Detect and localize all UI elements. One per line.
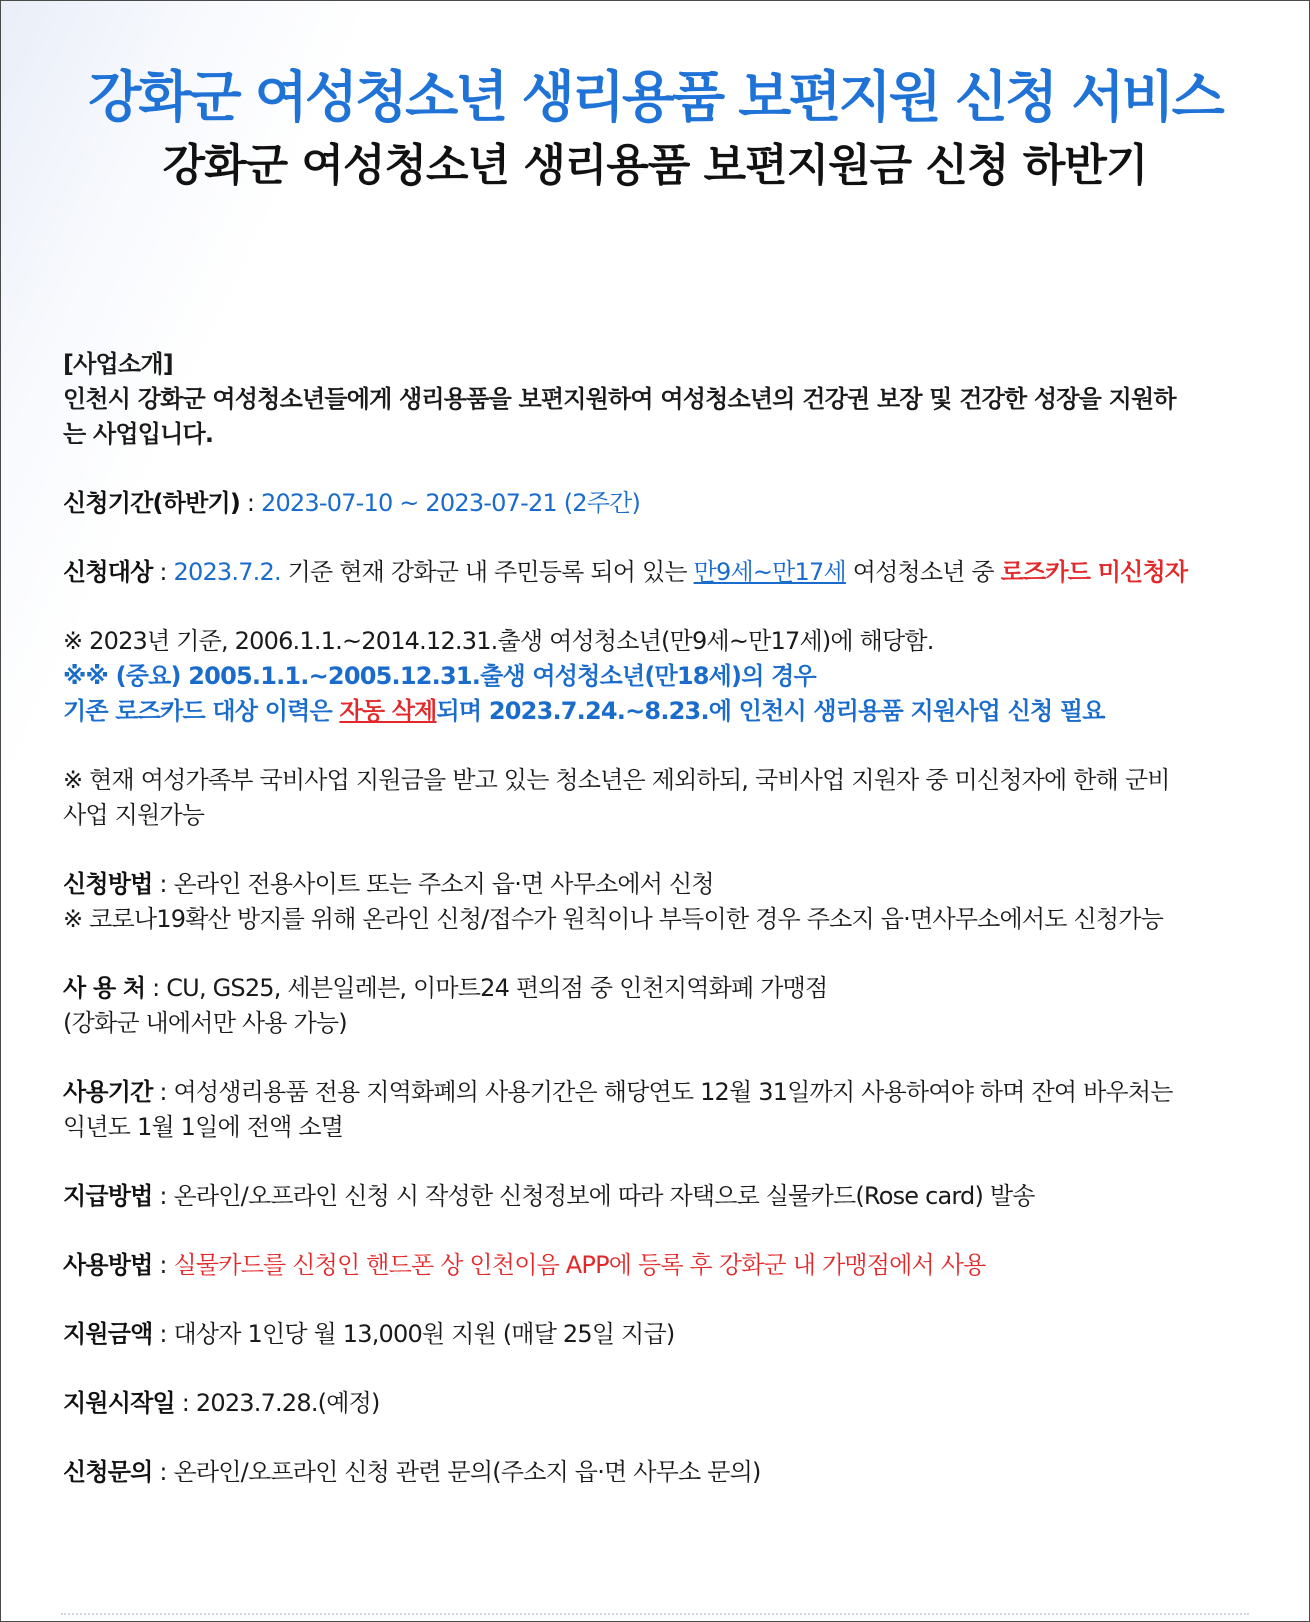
note-3: ※ 현재 여성가족부 국비사업 지원금을 받고 있는 청소년은 제외하되, 국비사업 지원자 중 미신청자에 한해 군비 사업 지원가능	[63, 766, 1170, 829]
usage-place-label: 사 용 처	[63, 974, 146, 1002]
content-body	[63, 347, 1193, 1490]
payment-method-label: 지급방법	[63, 1182, 153, 1210]
usage-place-separator: :	[145, 974, 167, 1002]
period-row	[63, 486, 1193, 521]
usage-period-row	[63, 1075, 1193, 1145]
target-age-range: 만9세~만17세	[693, 558, 846, 586]
method-separator: :	[152, 870, 174, 898]
amount-separator: :	[152, 1320, 174, 1348]
usage-method-label: 사용방법	[63, 1251, 153, 1279]
payment-method-row	[63, 1179, 1193, 1214]
period-separator: :	[240, 489, 261, 517]
usage-period-label: 사용기간	[63, 1078, 153, 1106]
amount-label: 지원금액	[63, 1320, 153, 1348]
usage-place-note: (강화군 내에서만 사용 가능)	[63, 1009, 347, 1037]
bottom-divider	[61, 1613, 1249, 1615]
inquiry-value: 온라인/오프라인 신청 관련 문의(주소지 읍·면 사무소 문의)	[173, 1458, 761, 1486]
intro-body: 인천시 강화군 여성청소년들에게 생리용품을 보편지원하여 여성청소년의 건강권 보장 및 건강한 성장을 지원하는 사업입니다.	[63, 385, 1176, 448]
method-row	[63, 867, 1193, 902]
usage-method-value: 실물카드를 신청인 핸드폰 상 인천이음 APP에 등록 후 강화군 내 가맹점에서 사용	[173, 1251, 986, 1279]
payment-method-value: 온라인/오프라인 신청 시 작성한 신청정보에 따라 자택으로 실물카드(Rose card) 발송	[173, 1182, 1035, 1210]
intro-heading: [사업소개]	[63, 350, 173, 378]
target-highlight: 로즈카드 미신청자	[1000, 558, 1188, 586]
page-subtitle: 강화군 여성청소년 생리용품 보편지원금 신청 하반기	[162, 140, 1148, 191]
target-label: 신청대상	[63, 558, 153, 586]
usage-place-row	[63, 971, 1193, 1006]
payment-method-separator: :	[152, 1182, 174, 1210]
start-date-separator: :	[174, 1389, 196, 1417]
period-label: 신청기간(하반기)	[63, 489, 241, 517]
usage-place-value: CU, GS25, 세븐일레븐, 이마트24 편의점 중 인천지역화폐 가맹점	[166, 974, 828, 1002]
target-text-2: 여성청소년 중	[845, 558, 1001, 586]
target-date: 2023.7.2.	[173, 558, 281, 586]
target-text-1: 기준 현재 강화군 내 주민등록 되어 있는	[280, 558, 694, 586]
start-date-row	[63, 1386, 1193, 1421]
page-title: 강화군 여성청소년 생리용품 보편지원 신청 서비스	[88, 65, 1222, 129]
note-1: ※ 2023년 기준, 2006.1.1.~2014.12.31.출생 여성청소년(만9세~만17세)에 해당함.	[63, 627, 934, 655]
usage-period-separator: :	[152, 1078, 174, 1106]
note-2-pre: 기존 로즈카드 대상 이력은	[63, 697, 340, 725]
method-label: 신청방법	[63, 870, 153, 898]
method-value: 온라인 전용사이트 또는 주소지 읍·면 사무소에서 신청	[173, 870, 714, 898]
target-row	[63, 555, 1193, 590]
note-2-line-1: ※※ (중요) 2005.1.1.~2005.12.31.출생 여성청소년(만18세)의 경우	[63, 662, 816, 690]
amount-value: 대상자 1인당 월 13,000원 지원 (매달 25일 지급)	[173, 1320, 675, 1348]
usage-method-row	[63, 1248, 1193, 1283]
method-note: ※ 코로나19확산 방지를 위해 온라인 신청/접수가 원칙이나 부득이한 경우 주소지 읍·면사무소에서도 신청가능	[63, 905, 1163, 933]
inquiry-label: 신청문의	[63, 1458, 153, 1486]
note-2-line-2	[63, 694, 1193, 729]
start-date-label: 지원시작일	[63, 1389, 175, 1417]
amount-row	[63, 1317, 1193, 1352]
note-2-post: 되며 2023.7.24.~8.23.에 인천시 생리용품 지원사업 신청 필요	[436, 697, 1105, 725]
target-separator: :	[152, 558, 174, 586]
inquiry-separator: :	[152, 1458, 174, 1486]
inquiry-row	[63, 1455, 1193, 1490]
start-date-value: 2023.7.28.(예정)	[195, 1389, 380, 1417]
note-2-auto-delete: 자동 삭제	[339, 697, 437, 725]
period-value: 2023-07-10 ~ 2023-07-21 (2주간)	[260, 489, 641, 517]
usage-period-value: 여성생리용품 전용 지역화폐의 사용기간은 해당연도 12월 31일까지 사용하여야 하며 잔여 바우처는 익년도 1월 1일에 전액 소멸	[63, 1078, 1173, 1141]
usage-method-separator: :	[152, 1251, 174, 1279]
